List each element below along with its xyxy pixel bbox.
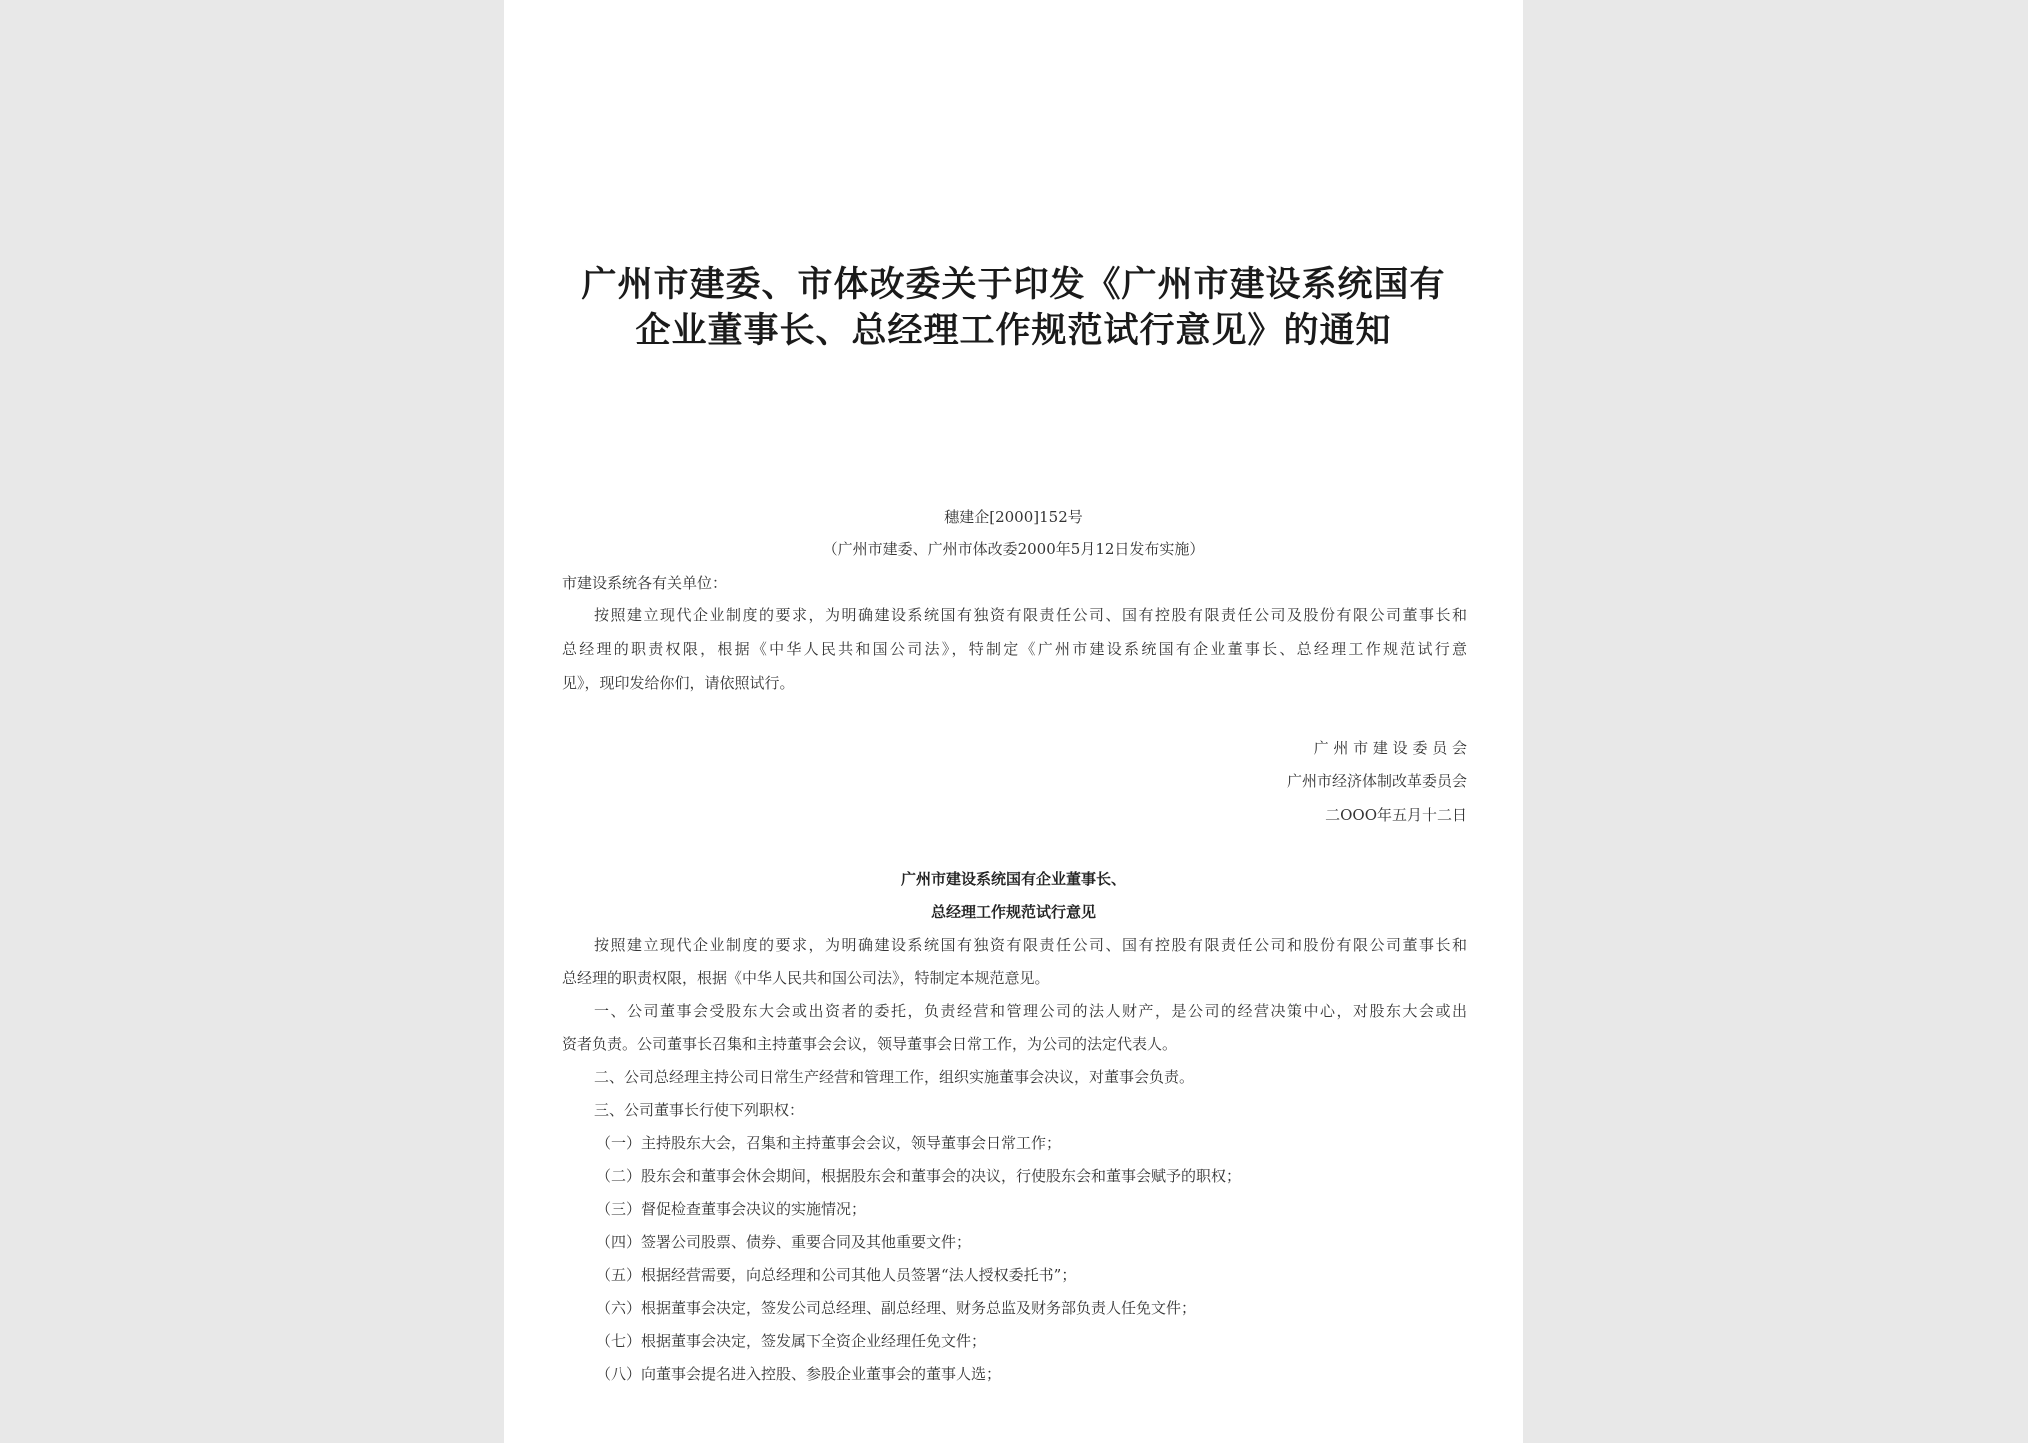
document-number: 穗建企[2000]152号 bbox=[944, 508, 1083, 526]
signature-org-1: 广 州 市 建 设 委 员 会 bbox=[1313, 739, 1467, 757]
power-item: （五）根据经营需要，向总经理和公司其他人员签署“法人授权委托书”； bbox=[596, 1266, 1077, 1284]
article-1-line: 一、公司董事会受股东大会或出资者的委托，负责经营和管理公司的法人财产，是公司的经营决策中心，对股东大会或出 bbox=[594, 1002, 1467, 1020]
issue-note: （广州市建委、广州市体改委2000年5月12日发布实施） bbox=[822, 540, 1205, 558]
power-item: （三）督促检查董事会决议的实施情况； bbox=[596, 1200, 867, 1218]
power-item: （四）签署公司股票、债券、重要合同及其他重要文件； bbox=[596, 1233, 972, 1251]
article-2: 二、公司总经理主持公司日常生产经营和管理工作，组织实施董事会决议，对董事会负责。 bbox=[594, 1068, 1195, 1086]
preamble-line: 按照建立现代企业制度的要求，为明确建设系统国有独资有限责任公司、国有控股有限责任公司和股份有限公司董事长和 bbox=[594, 936, 1467, 954]
power-item: （六）根据董事会决定，签发公司总经理、副总经理、财务总监及财务部负责人任免文件； bbox=[596, 1299, 1197, 1317]
signature-org-2: 广州市经济体制改革委员会 bbox=[1286, 772, 1467, 790]
signature-date: 二OOO年五月十二日 bbox=[1325, 806, 1467, 824]
attachment-title-line-2: 总经理工作规范试行意见 bbox=[930, 903, 1096, 921]
intro-line: 按照建立现代企业制度的要求，为明确建设系统国有独资有限责任公司、国有控股有限责任公司及股份有限公司董事长和 bbox=[594, 606, 1467, 624]
power-item: （一）主持股东大会，召集和主持董事会会议，领导董事会日常工作； bbox=[596, 1134, 1062, 1152]
article-1-line: 资者负责。公司董事长召集和主持董事会会议，领导董事会日常工作，为公司的法定代表人。 bbox=[562, 1035, 1178, 1053]
article-3: 三、公司董事长行使下列职权： bbox=[594, 1101, 805, 1119]
addressee: 市建设系统各有关单位： bbox=[562, 574, 728, 592]
document-page bbox=[504, 0, 1523, 1443]
preamble-line: 总经理的职责权限，根据《中华人民共和国公司法》，特制定本规范意见。 bbox=[562, 969, 1050, 987]
power-item: （二）股东会和董事会休会期间，根据股东会和董事会的决议，行使股东会和董事会赋予的职权； bbox=[596, 1167, 1242, 1185]
document-title-line-2: 企业董事长、总经理工作规范试行意见》的通知 bbox=[635, 310, 1392, 351]
document-title-line-1: 广州市建委、市体改委关于印发《广州市建设系统国有 bbox=[581, 264, 1446, 305]
power-item: （八）向董事会提名进入控股、参股企业董事会的董事人选； bbox=[596, 1365, 1002, 1383]
intro-line: 见》，现印发给你们，请依照试行。 bbox=[562, 674, 795, 692]
attachment-title-line-1: 广州市建设系统国有企业董事长、 bbox=[900, 870, 1126, 888]
intro-line: 总经理的职责权限，根据《中华人民共和国公司法》，特制定《广州市建设系统国有企业董事长、总经理工作规范试行意 bbox=[562, 640, 1467, 658]
power-item: （七）根据董事会决定，签发属下全资企业经理任免文件； bbox=[596, 1332, 987, 1350]
